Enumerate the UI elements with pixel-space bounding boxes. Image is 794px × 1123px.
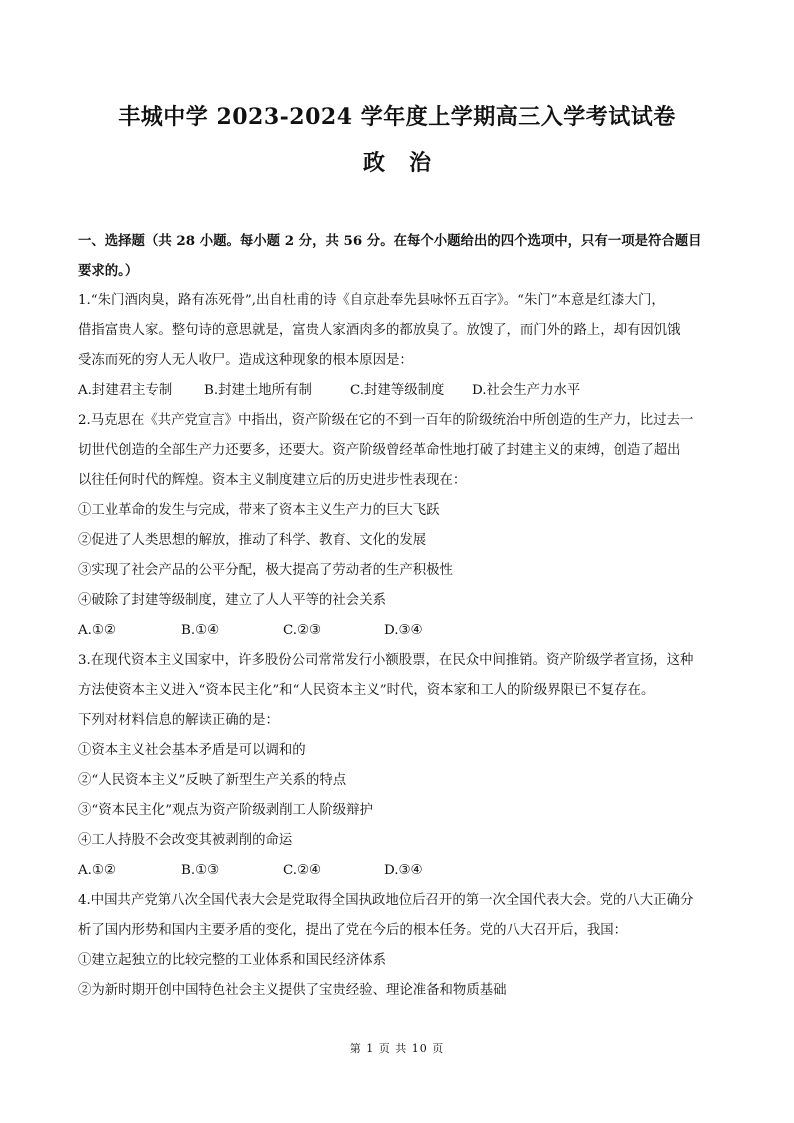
question-1 (78, 286, 718, 406)
question-item: ①资本主义社会基本矛盾是可以调和的 (78, 743, 306, 758)
page-number: 第 1 页 共 10 页 (349, 1042, 445, 1055)
question-item: ①工业革命的发生与完成，带来了资本主义生产力的巨大飞跃 (78, 503, 440, 518)
option-b: B.①④ (181, 623, 220, 638)
question-stem-line: 3.在现代资本主义国家中，许多股份公司常常发行小额股票，在民众中间推销。资产阶级学者宣扬，这种 (78, 653, 694, 668)
question-2 (78, 406, 718, 646)
question-item: ②“人民资本主义”反映了新型生产关系的特点 (78, 773, 347, 788)
subject-title: 政治 (362, 150, 455, 176)
option-a: A.①② (78, 623, 116, 638)
section-heading-line: 一、选择题（共 28 小题。每小题 2 分，共 56 分。在每个小题给出的四个选项中，只有一项是符合题目 (78, 233, 702, 249)
answer-options (78, 616, 718, 646)
option-d: D.③④ (384, 863, 423, 878)
question-stem-line: 1.“朱门酒肉臭，路有冻死骨”,出自杜甫的诗《自京赴奉先县咏怀五百字》。“朱门”本意是红漆大门， (78, 293, 665, 308)
question-stem-line: 析了国内形势和国内主要矛盾的变化，提出了党在今后的根本任务。党的八大召开后，我国： (78, 923, 628, 938)
answer-options (78, 856, 718, 886)
question-3 (78, 646, 718, 886)
option-a: A.封建君主专制 (78, 383, 173, 398)
answer-options (78, 376, 718, 406)
option-c: C.封建等级制度 (350, 383, 445, 398)
option-b: B.①③ (181, 863, 220, 878)
option-a: A.①② (78, 863, 116, 878)
option-b: B.封建土地所有制 (204, 383, 312, 398)
question-stem-line: 以往任何时代的辉煌。资本主义制度建立后的历史进步性表现在： (78, 473, 467, 488)
question-item: ②促进了人类思想的解放，推动了科学、教育、文化的发展 (78, 533, 427, 548)
question-item: ④破除了封建等级制度，建立了人人平等的社会关系 (78, 593, 386, 608)
option-d: D.③④ (384, 623, 423, 638)
question-stem-line: 借指富贵人家。整句诗的意思就是，富贵人家酒肉多的都放臭了。放馊了，而门外的路上，却有因饥饿 (78, 323, 681, 338)
option-d: D.社会生产力水平 (472, 383, 581, 398)
question-stem-line: 切世代创造的全部生产力还要多，还要大。资产阶级曾经革命性地打破了封建主义的束缚，创造了超出 (78, 443, 681, 458)
question-stem-line: 方法使资本主义进入“资本民主化”和“人民资本主义”时代，资本家和工人的阶级界限已不复存在。 (78, 683, 655, 698)
question-4 (78, 886, 718, 1006)
question-item: ②为新时期开创中国特色社会主义提供了宝贵经验、理论准备和物质基础 (78, 983, 507, 998)
question-stem-line: 受冻而死的穷人无人收尸。造成这种现象的根本原因是： (78, 353, 413, 368)
option-c: C.②④ (283, 863, 322, 878)
page-title: 丰城中学 2023-2024 学年度上学期高三入学考试试卷 (118, 104, 676, 130)
question-item: ③实现了社会产品的公平分配，极大提高了劳动者的生产积极性 (78, 563, 453, 578)
question-item: ③“资本民主化”观点为资产阶级剥削工人阶级辩护 (78, 803, 373, 818)
question-stem-line: 4.中国共产党第八次全国代表大会是党取得全国执政地位后召开的第一次全国代表大会。党的八大正确分 (78, 893, 694, 908)
question-stem-line: 2.马克思在《共产党宣言》中指出，资产阶级在它的不到一百年的阶级统治中所创造的生产力，比过去一 (78, 413, 694, 428)
question-item: ①建立起独立的比较完整的工业体系和国民经济体系 (78, 953, 386, 968)
question-stem-line: 下列对材料信息的解读正确的是： (78, 713, 279, 728)
section-heading-line: 要求的。） (78, 263, 139, 279)
option-c: C.②③ (283, 623, 322, 638)
exam-content (78, 226, 718, 1006)
question-item: ④工人持股不会改变其被剥削的命运 (78, 833, 293, 848)
